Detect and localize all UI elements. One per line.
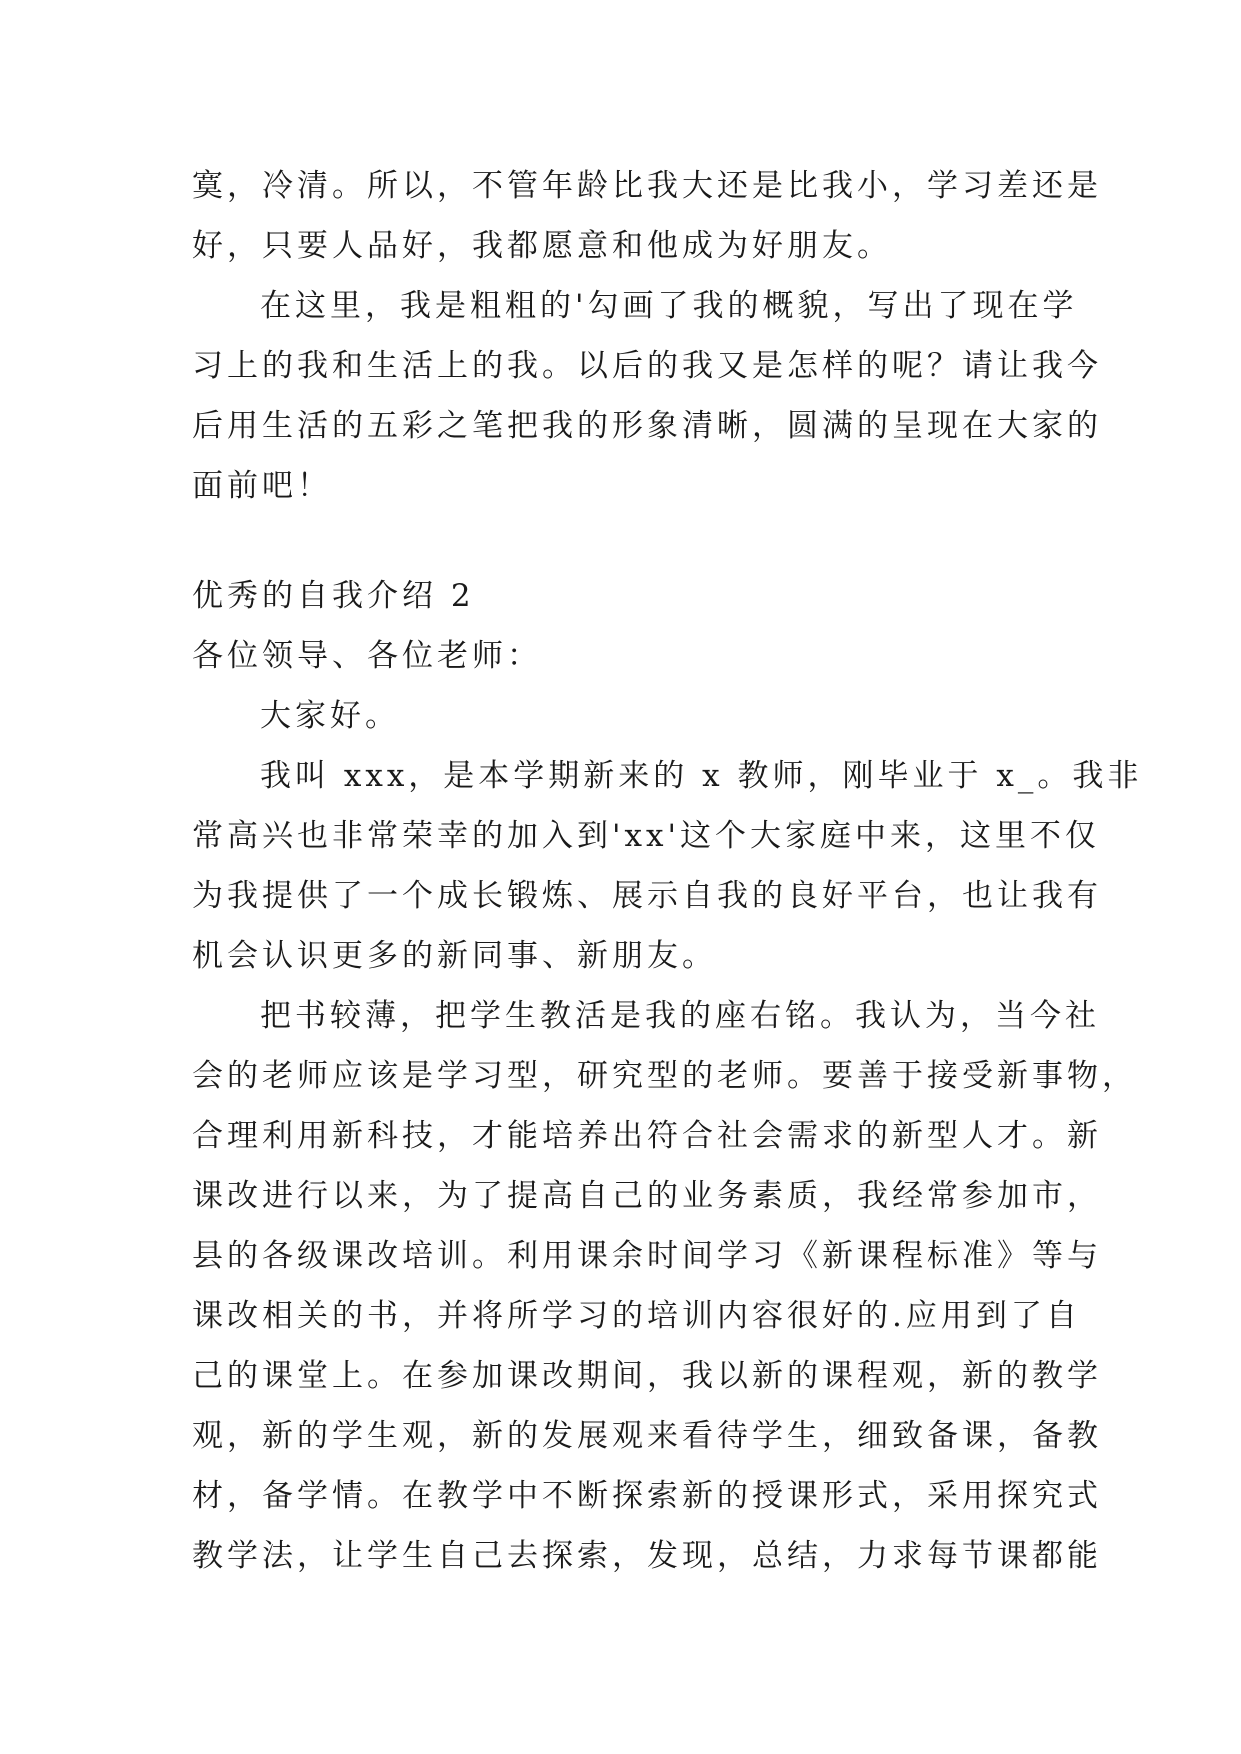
section-heading: 优秀的自我介绍 2 bbox=[192, 578, 475, 614]
text-line: 寞，冷清。所以，不管年龄比我大还是比我小，学习差还是 bbox=[192, 168, 1102, 204]
text-line: 合理利用新科技，才能培养出符合社会需求的新型人才。新 bbox=[192, 1118, 1102, 1154]
text-line: 教学法，让学生自己去探索，发现，总结，力求每节课都能 bbox=[192, 1538, 1102, 1574]
text-line: 常高兴也非常荣幸的加入到'xx'这个大家庭中来，这里不仅 bbox=[192, 818, 1101, 854]
text-line: 为我提供了一个成长锻炼、展示自我的良好平台，也让我有 bbox=[192, 878, 1102, 914]
text-line: 课改进行以来，为了提高自己的业务素质，我经常参加市， bbox=[192, 1178, 1102, 1214]
text-line: 会的老师应该是学习型，研究型的老师。要善于接受新事物， bbox=[192, 1058, 1137, 1094]
text-line: 观，新的学生观，新的发展观来看待学生，细致备课，备教 bbox=[192, 1418, 1102, 1454]
text-line: 我叫 xxx，是本学期新来的 x 教师，刚毕业于 x_。我非 bbox=[260, 758, 1143, 794]
text-line: 好，只要人品好，我都愿意和他成为好朋友。 bbox=[192, 228, 892, 264]
text-line: 在这里，我是粗粗的'勾画了我的概貌，写出了现在学 bbox=[260, 288, 1078, 324]
text-line: 机会认识更多的新同事、新朋友。 bbox=[192, 938, 717, 974]
text-line: 己的课堂上。在参加课改期间，我以新的课程观，新的教学 bbox=[192, 1358, 1102, 1394]
text-line: 面前吧！ bbox=[192, 468, 332, 504]
text-line: 县的各级课改培训。利用课余时间学习《新课程标准》等与 bbox=[192, 1238, 1102, 1274]
text-line: 课改相关的书，并将所学习的培训内容很好的.应用到了自 bbox=[192, 1298, 1081, 1334]
text-line: 习上的我和生活上的我。以后的我又是怎样的呢？请让我今 bbox=[192, 348, 1102, 384]
text-line: 材，备学情。在教学中不断探索新的授课形式，采用探究式 bbox=[192, 1478, 1102, 1514]
salutation: 各位领导、各位老师： bbox=[192, 638, 542, 674]
text-line: 把书较薄，把学生教活是我的座右铭。我认为，当今社 bbox=[260, 998, 1100, 1034]
text-line: 后用生活的五彩之笔把我的形象清晰，圆满的呈现在大家的 bbox=[192, 408, 1102, 444]
greeting: 大家好。 bbox=[260, 698, 400, 734]
